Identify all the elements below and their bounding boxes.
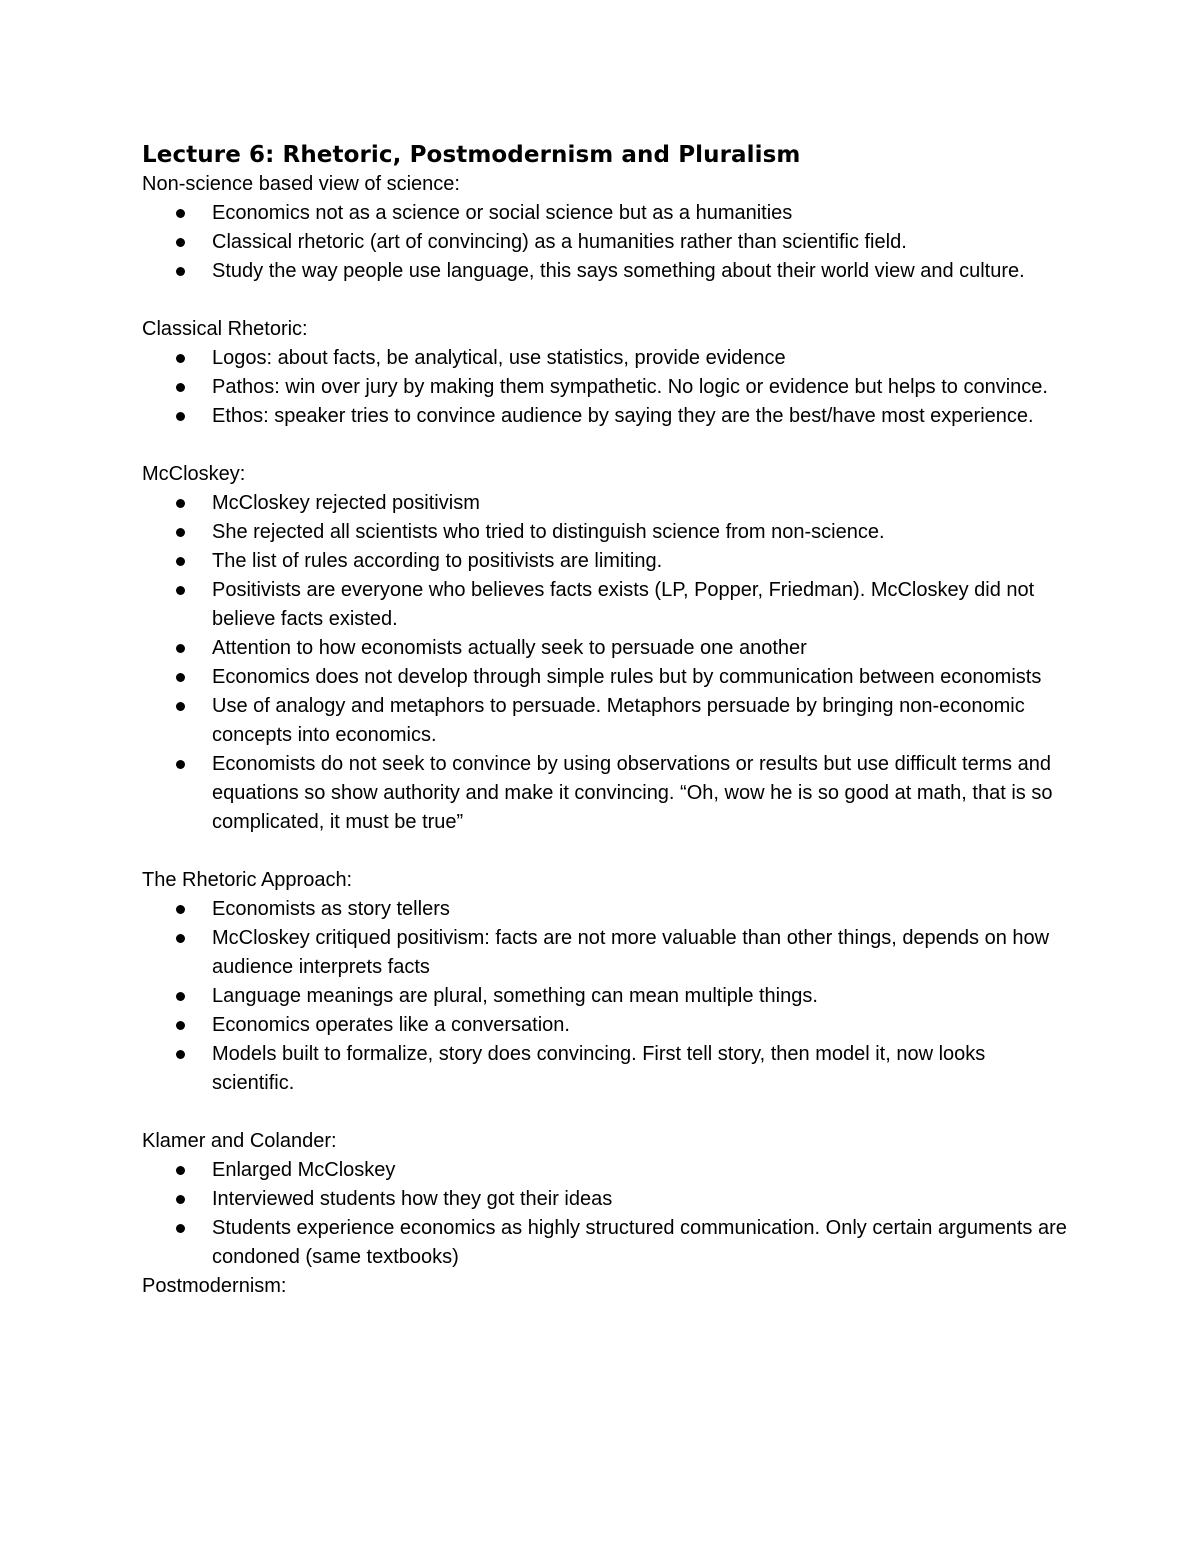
- list-item: Attention to how economists actually seek to persuade one another: [142, 634, 1072, 663]
- list-item: Economics not as a science or social science but as a humanities: [142, 199, 1072, 228]
- section-heading-postmodernism: Postmodernism:: [142, 1275, 287, 1297]
- bullet-list-rhetoric-approach: [142, 895, 1072, 1098]
- section-heading-rhetoric-approach: The Rhetoric Approach:: [142, 869, 353, 891]
- bullet-icon: [176, 238, 185, 247]
- list-item: McCloskey rejected positivism: [142, 489, 1072, 518]
- bullet-icon: [176, 1050, 185, 1059]
- bullet-icon: [176, 905, 185, 914]
- list-item: Logos: about facts, be analytical, use statistics, provide evidence: [142, 344, 1072, 373]
- list-item: Models built to formalize, story does convincing. First tell story, then model it, now looks scientific.: [142, 1040, 1072, 1098]
- list-item: Study the way people use language, this says something about their world view and culture.: [142, 257, 1072, 286]
- list-item: Economics does not develop through simple rules but by communication between economists: [142, 663, 1072, 692]
- list-item: Use of analogy and metaphors to persuade. Metaphors persuade by bringing non-economic concepts into economics.: [142, 692, 1072, 750]
- bullet-list-klamer-colander: [142, 1156, 1072, 1272]
- bullet-icon: [176, 267, 185, 276]
- list-item: Interviewed students how they got their ideas: [142, 1185, 1072, 1214]
- bullet-icon: [176, 760, 185, 769]
- list-item: Economists as story tellers: [142, 895, 1072, 924]
- bullet-icon: [176, 1224, 185, 1233]
- list-item: Pathos: win over jury by making them sympathetic. No logic or evidence but helps to convince.: [142, 373, 1072, 402]
- bullet-icon: [176, 354, 185, 363]
- spacer: [142, 1098, 1072, 1127]
- bullet-icon: [176, 702, 185, 711]
- bullet-icon: [176, 1021, 185, 1030]
- list-item: Students experience economics as highly structured communication. Only certain arguments are condoned (same textbooks): [142, 1214, 1072, 1272]
- document-title: Lecture 6: Rhetoric, Postmodernism and Pluralism: [142, 142, 801, 168]
- bullet-icon: [176, 209, 185, 218]
- list-item: Enlarged McCloskey: [142, 1156, 1072, 1185]
- list-item: Economics operates like a conversation.: [142, 1011, 1072, 1040]
- bullet-list-classical-rhetoric: [142, 344, 1072, 431]
- section-heading-non-science: Non-science based view of science:: [142, 173, 460, 195]
- bullet-icon: [176, 412, 185, 421]
- list-item: Classical rhetoric (art of convincing) as a humanities rather than scientific field.: [142, 228, 1072, 257]
- section-heading-klamer-colander: Klamer and Colander:: [142, 1130, 337, 1152]
- list-item: McCloskey critiqued positivism: facts are not more valuable than other things, depends on how audience interprets facts: [142, 924, 1072, 982]
- section-heading-mccloskey: McCloskey:: [142, 463, 246, 485]
- bullet-icon: [176, 383, 185, 392]
- spacer: [142, 431, 1072, 460]
- bullet-icon: [176, 499, 185, 508]
- document-page: [142, 140, 1072, 1301]
- list-item: Positivists are everyone who believes facts exists (LP, Popper, Friedman). McCloskey did not believe facts existed.: [142, 576, 1072, 634]
- list-item: Language meanings are plural, something can mean multiple things.: [142, 982, 1072, 1011]
- bullet-icon: [176, 934, 185, 943]
- bullet-icon: [176, 673, 185, 682]
- bullet-icon: [176, 528, 185, 537]
- bullet-icon: [176, 644, 185, 653]
- bullet-icon: [176, 1166, 185, 1175]
- spacer: [142, 837, 1072, 866]
- bullet-list-mccloskey: [142, 489, 1072, 837]
- list-item: Economists do not seek to convince by using observations or results but use difficult terms and equations so show authority and make it convincing. “Oh, wow he is so good at math, that is so complicated, it must be true”: [142, 750, 1072, 837]
- bullet-icon: [176, 557, 185, 566]
- spacer: [142, 286, 1072, 315]
- bullet-list-non-science: [142, 199, 1072, 286]
- bullet-icon: [176, 586, 185, 595]
- section-heading-classical-rhetoric: Classical Rhetoric:: [142, 318, 308, 340]
- bullet-icon: [176, 992, 185, 1001]
- list-item: The list of rules according to positivists are limiting.: [142, 547, 1072, 576]
- list-item: She rejected all scientists who tried to distinguish science from non-science.: [142, 518, 1072, 547]
- list-item: Ethos: speaker tries to convince audience by saying they are the best/have most experience.: [142, 402, 1072, 431]
- bullet-icon: [176, 1195, 185, 1204]
